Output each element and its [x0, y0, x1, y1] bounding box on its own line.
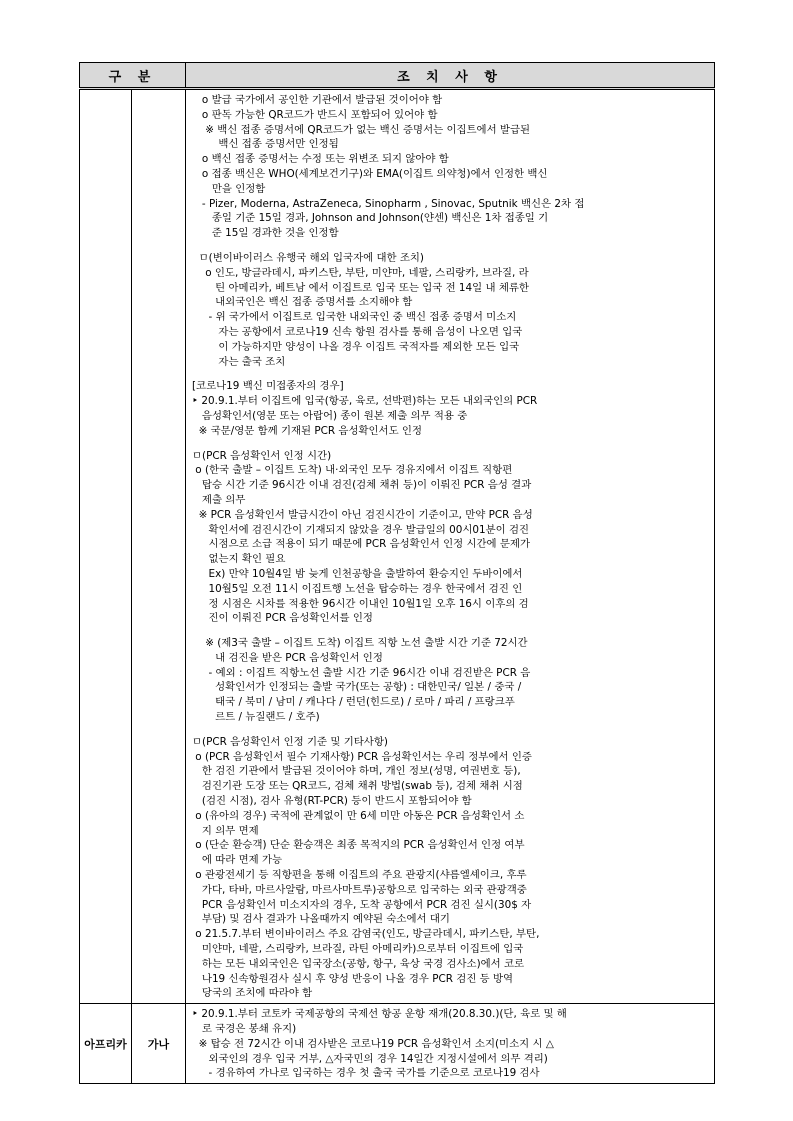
text-line: 백신 접종 증명서만 인정됨: [192, 138, 339, 151]
text-line: 부담) 및 검사 결과가 나올때까지 예약된 숙소에서 대기: [192, 913, 450, 926]
text-line: 자는 출국 조치: [192, 355, 286, 368]
text-line: 미얀마, 네팔, 스리랑카, 브라질, 라틴 아메리카)으로부터 이집트에 입국: [192, 943, 524, 956]
region-cell-empty: [80, 89, 132, 1004]
ghana-measures-content: [192, 1007, 708, 1081]
text-line: ※ (제3국 출발 – 이집트 도착) 이집트 직항 노선 출발 시간 기준 72시간: [192, 637, 528, 650]
text-line: 자는 공항에서 코로나19 신속 항원 검사를 통해 음성이 나오면 입국: [192, 325, 523, 338]
text-line: o (PCR 음성확인서 필수 기재사항) PCR 음성확인서는 우리 정부에서 인증: [192, 750, 532, 763]
text-line: 확인서에 검진시간이 기재되지 않았을 경우 발급일의 00시01분이 검진: [192, 523, 530, 536]
text-line: Ex) 만약 10월4일 밤 늦게 인천공항을 출발하여 환승지인 두바이에서: [192, 567, 523, 580]
text-line: 10월5일 오전 11시 이집트행 노선을 탑승하는 경우 한국에서 검진 인: [192, 582, 523, 595]
text-line: (검진 시점), 검사 유형(RT-PCR) 등이 반드시 포함되어야 함: [192, 795, 472, 808]
table-row-continued: [80, 89, 715, 1004]
measures-table: [79, 62, 715, 1084]
text-line: 진이 이뤄진 PCR 음성확인서를 인정: [192, 612, 373, 625]
text-line: 당국의 조치에 따라야 함: [192, 987, 313, 1000]
text-line: o 발급 국가에서 공인한 기관에서 발급된 것이어야 함: [192, 94, 443, 106]
paragraph-gap: [192, 439, 708, 449]
text-line: 없는지 확인 필요: [192, 553, 286, 566]
text-line: o (유아의 경우) 국적에 관계없이 만 6세 미만 아동은 PCR 음성확인서 소: [192, 809, 525, 822]
text-line: 음성확인서(영문 또는 아랍어) 종이 원본 제출 의무 적용 중: [192, 409, 468, 422]
text-line: ㅁ(PCR 음성확인서 인정 시간): [192, 449, 332, 462]
text-line: o (한국 출발 – 이집트 도착) 내·외국인 모두 경유지에서 이집트 직항편: [192, 464, 513, 477]
country-cell-empty: [132, 89, 186, 1004]
text-line: o 관광전세기 등 직항편을 통해 이집트의 주요 관광지(샤름엘셰이크, 후루: [192, 869, 527, 882]
text-line: PCR 음성확인서 미소지자의 경우, 도착 공항에서 PCR 검진 실시(30$ 자: [192, 898, 532, 911]
text-line: ※ 국문/영문 함께 기재된 PCR 음성확인서도 인정: [192, 424, 423, 437]
text-line: - 위 국가에서 이집트로 입국한 내외국인 중 백신 접종 증명서 미소지: [192, 311, 517, 324]
text-line: 태국 / 북미 / 남미 / 캐나다 / 런던(힌드로) / 로마 / 파리 / 프랑크푸: [192, 696, 515, 709]
text-line: ㅁ(변이바이러스 유행국 해외 입국자에 대한 조치): [192, 251, 424, 264]
paragraph-gap: [192, 626, 708, 636]
text-line: o 판독 가능한 QR코드가 반드시 포함되어 있어야 함: [192, 108, 438, 121]
text-line: 성확인서가 인정되는 출발 국가(또는 공항) : 대한민국/ 일본 / 중국 /: [192, 681, 522, 694]
text-line: 탑승 시간 기준 96시간 이내 검진(검체 채취 등)이 이뤄진 PCR 음성 결과: [192, 479, 532, 492]
text-line: 르트 / 뉴질랜드 / 호주): [192, 711, 320, 724]
text-line: - 예외 : 이집트 직항노선 출발 시간 기준 96시간 이내 검진받은 PCR 음: [192, 666, 531, 679]
country-cell: 가나: [132, 1004, 186, 1084]
text-line: 가다, 타바, 마르사알람, 마르사마트루)공항으로 입국하는 외국 관광객중: [192, 883, 527, 896]
measures-cell-egypt: [186, 89, 715, 1004]
text-line: 준 15일 경과한 것을 인정함: [192, 227, 339, 240]
text-line: 종일 기준 15일 경과, Johnson and Johnson(얀센) 백신은 1차 접종일 기: [192, 212, 549, 225]
region-cell: 아프리카: [80, 1004, 132, 1084]
paragraph-gap: [192, 725, 708, 735]
text-line: 이 가능하지만 양성이 나올 경우 이집트 국적자를 제외한 모든 입국: [192, 340, 520, 353]
table-header-row: [80, 63, 715, 89]
text-line: 하는 모든 내외국인은 입국장소(공항, 항구, 육상 국경 검사소)에서 코로: [192, 957, 525, 970]
text-line: o 인도, 방글라데시, 파키스탄, 부탄, 미얀마, 네팔, 스리랑카, 브라질, 라: [192, 266, 529, 279]
text-line: 틴 아메리카, 베트남 에서 이집트로 입국 또는 입국 전 14일 내 체류한: [192, 281, 529, 294]
header-category: 구 분: [80, 63, 186, 89]
text-line: 로 국경은 봉쇄 유지): [192, 1023, 297, 1036]
table-row-ghana: [80, 1004, 715, 1084]
text-line: 정 시점은 시차를 적용한 96시간 이내인 10월1일 오후 16시 이후의 검: [192, 597, 529, 610]
paragraph-gap: [192, 369, 708, 379]
measures-cell-ghana: [186, 1004, 715, 1084]
paragraph-gap: [192, 241, 708, 251]
text-line: ‣ 20.9.1.부터 이집트에 입국(항공, 육로, 선박편)하는 모든 내외국인의 PCR: [192, 395, 538, 408]
text-line: o 접종 백신은 WHO(세계보건기구)와 EMA(이집트 의약청)에서 인정한 백신: [192, 167, 548, 180]
text-line: 나19 신속항원검사 실시 후 양성 반응이 나올 경우 PCR 검진 등 방역: [192, 972, 514, 985]
text-line: - Pizer, Moderna, AstraZeneca, Sinopharm , Sinovac, Sputnik 백신은 2차 접: [192, 197, 585, 210]
text-line: ※ 탑승 전 72시간 이내 검사받은 코로나19 PCR 음성확인서 소지(미소지 시 △: [192, 1037, 554, 1050]
text-line: 내외국인은 백신 접종 증명서를 소지해야 함: [192, 296, 413, 309]
text-line: [코로나19 백신 미접종자의 경우]: [192, 380, 344, 393]
text-line: - 경유하여 가나로 입국하는 경우 첫 출국 국가를 기준으로 코로나19 검사: [192, 1067, 540, 1080]
text-line: 제출 의무: [192, 493, 246, 506]
text-line: o 21.5.7.부터 변이바이러스 주요 감염국(인도, 방글라데시, 파키스탄, 부탄,: [192, 928, 540, 941]
text-line: ※ PCR 음성확인서 발급시간이 아닌 검진시간이 기준이고, 만약 PCR 음성: [192, 508, 533, 521]
text-line: ㅁ(PCR 음성확인서 인정 기준 및 기타사항): [192, 735, 388, 748]
text-line: 에 따라 면제 가능: [192, 854, 283, 867]
text-line: 검진기관 도장 또는 QR코드, 검체 채취 방법(swab 등), 검체 채취 시점: [192, 780, 523, 793]
text-line: ‣ 20.9.1.부터 코토카 국제공항의 국제선 항공 운항 재개(20.8.30.)(단, 육로 및 해: [192, 1008, 567, 1021]
text-line: 외국인의 경우 입국 거부, △자국민의 경우 14일간 지정시설에서 의무 격리): [192, 1052, 548, 1065]
text-line: 시점으로 소급 적용이 되기 때문에 PCR 음성확인서 인정 시간에 문제가: [192, 538, 530, 551]
header-measures: 조 치 사 항: [186, 63, 715, 89]
text-line: ※ 백신 접종 증명서에 QR코드가 없는 백신 증명서는 이집트에서 발급된: [192, 123, 531, 136]
text-line: 한 검진 기관에서 발급된 것이어야 하며, 개인 정보(성명, 여권번호 등),: [192, 765, 521, 778]
text-line: 만을 인정함: [192, 182, 266, 195]
text-line: o 백신 접종 증명서는 수정 또는 위변조 되지 않아야 함: [192, 153, 449, 166]
egypt-measures-content: [192, 93, 708, 1001]
text-line: o (단순 환승객) 단순 환승객은 최종 목적지의 PCR 음성확인서 인정 여부: [192, 839, 525, 852]
text-line: 내 검진을 받은 PCR 음성확인서 인정: [192, 651, 383, 664]
text-line: 지 의무 면제: [192, 824, 259, 837]
